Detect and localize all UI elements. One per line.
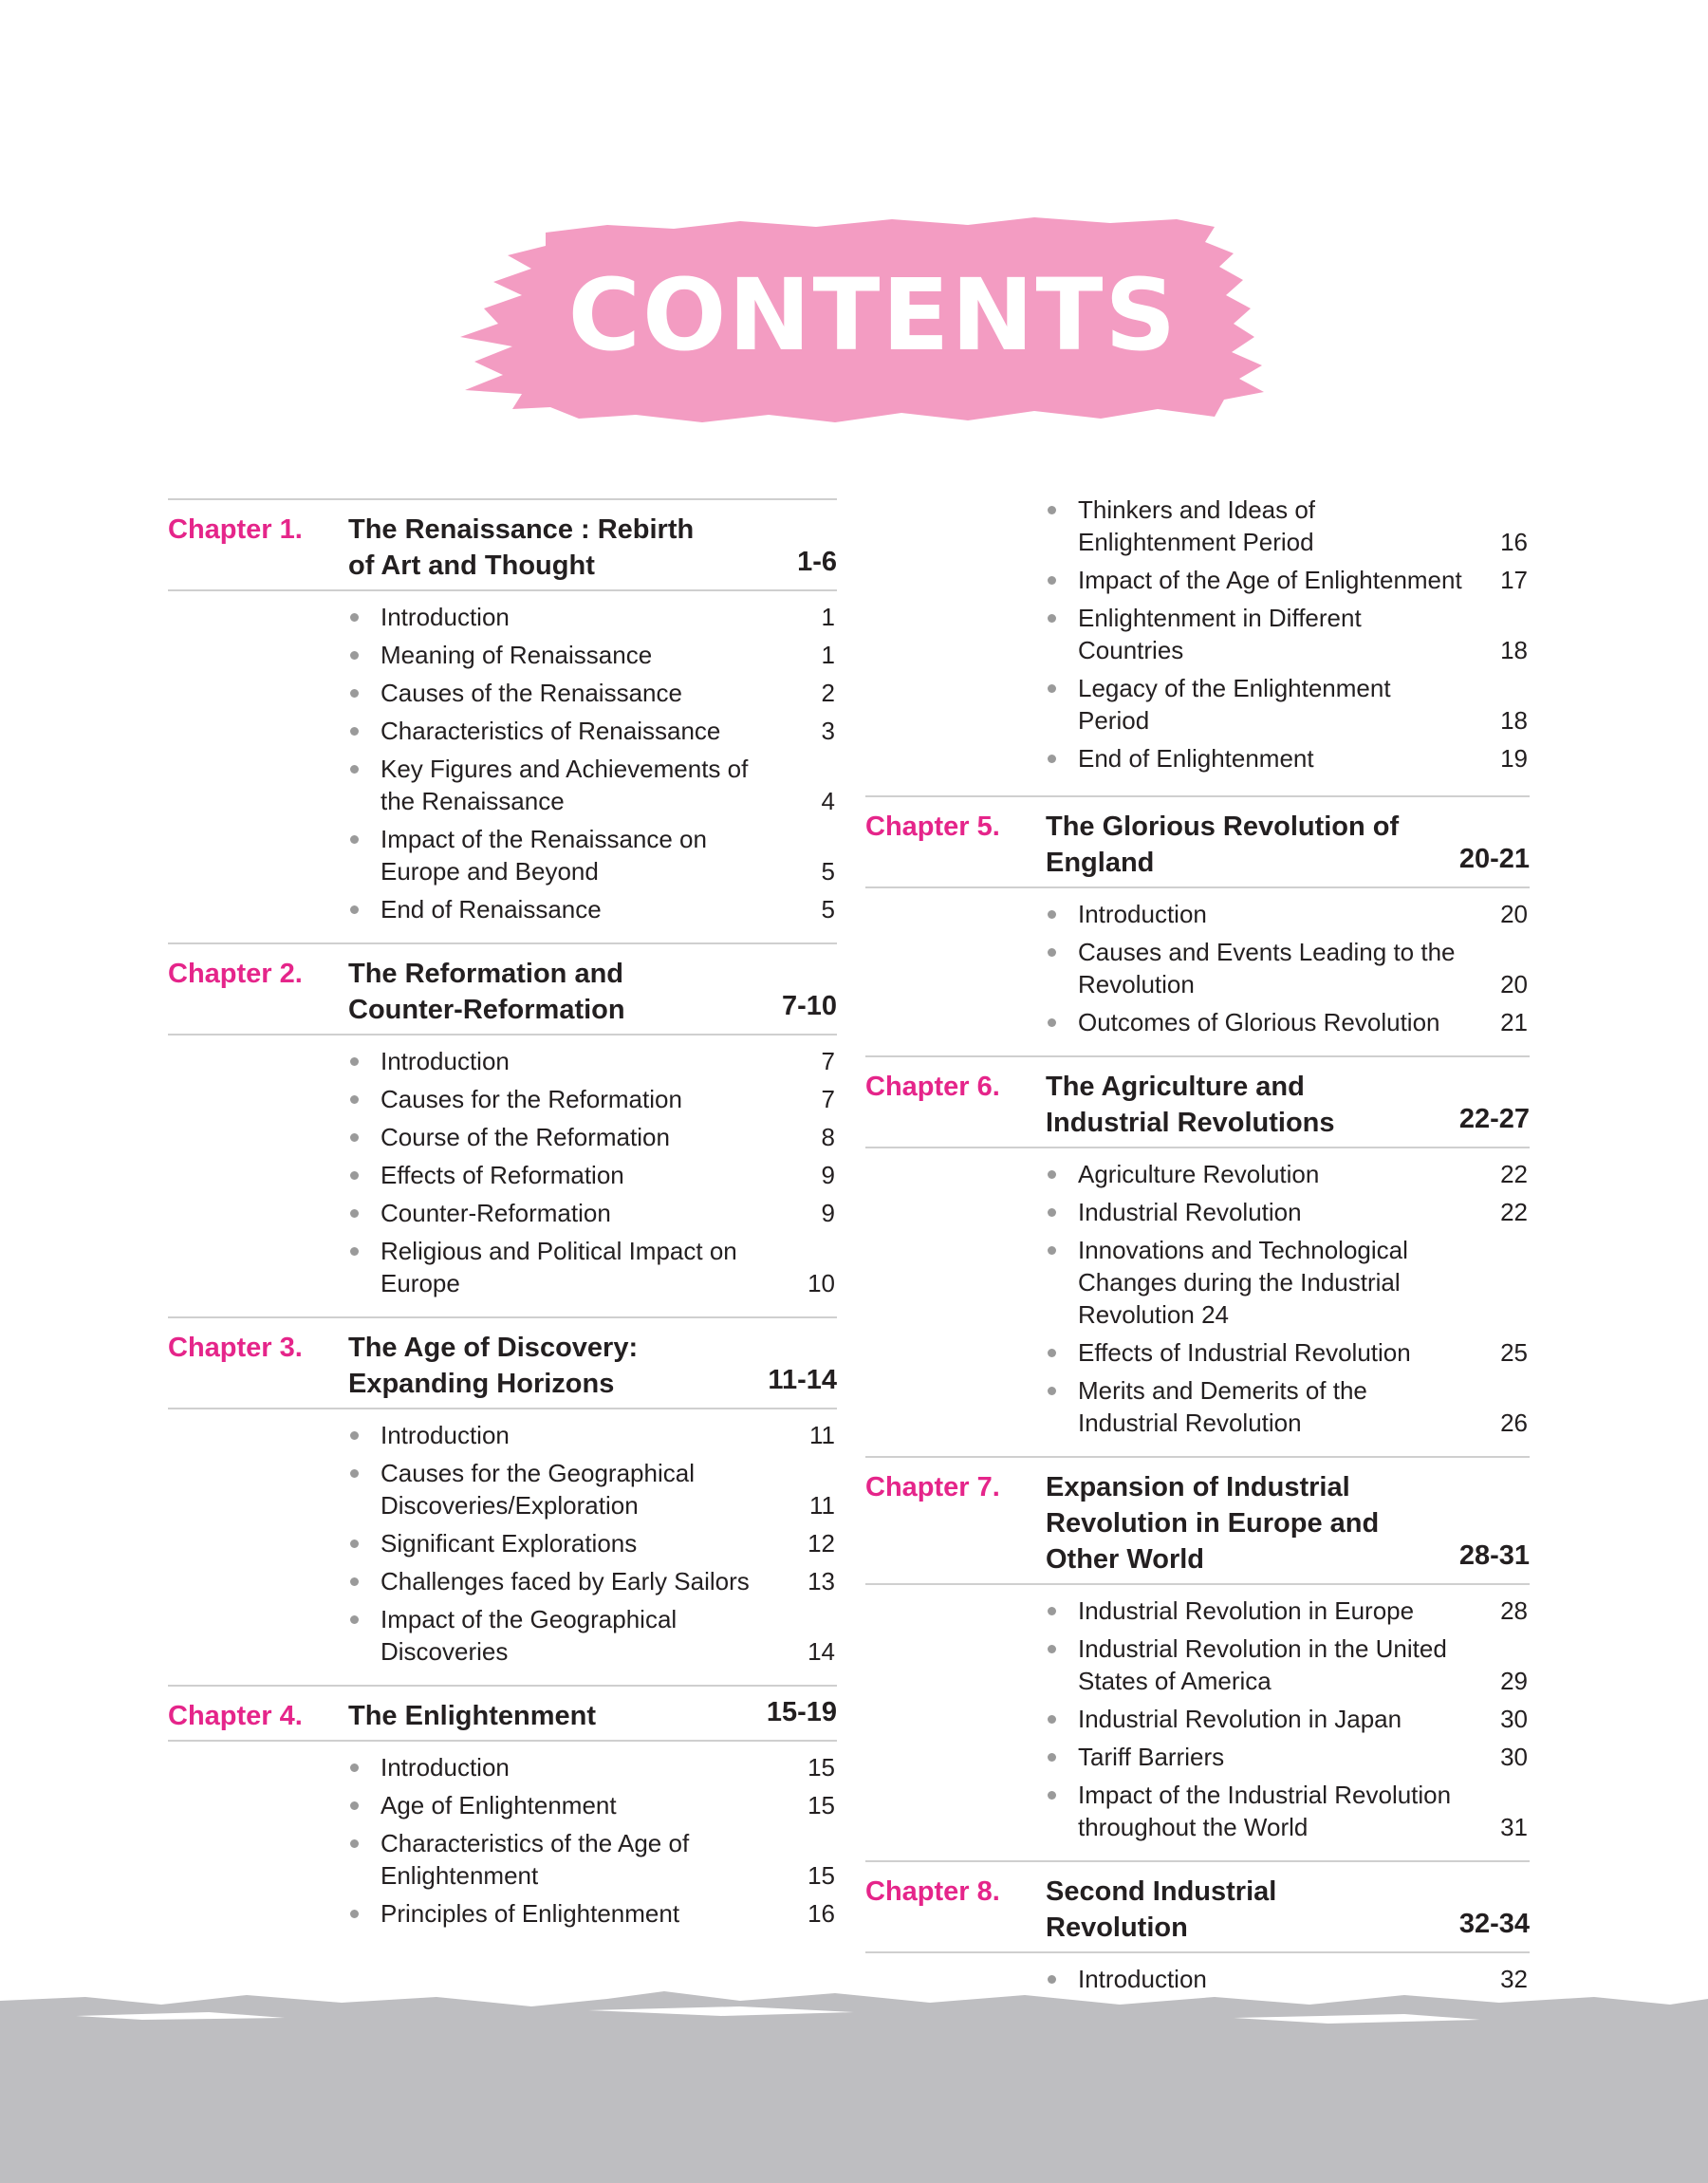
chapter-heading[interactable]	[865, 1458, 1530, 1585]
topic-text: Age of Enlightenment	[381, 1791, 617, 1819]
contents-right-column	[865, 494, 1530, 2050]
topic-text: Impact of the Industrial Revolution throughout the World	[1078, 1781, 1452, 1841]
topic-text: Legacy of the Enlightenment Period	[1078, 674, 1391, 735]
chapter-number: Chapter 2.	[168, 959, 303, 989]
chapter-title-row	[1046, 1868, 1530, 1946]
topic-list	[865, 1148, 1530, 1439]
chapter-number: Chapter 5.	[865, 812, 1000, 842]
topic-item[interactable]	[348, 1527, 837, 1559]
topic-item[interactable]	[1046, 1741, 1530, 1773]
topic-item[interactable]	[1046, 1779, 1530, 1843]
topic-page-number: 5	[821, 895, 835, 924]
topic-text: Introduction	[381, 1753, 510, 1782]
topic-page-number: 8	[821, 1123, 835, 1151]
topic-text: Innovations and Technological Changes during the Industrial Revolution 24	[1078, 1236, 1408, 1329]
topic-page-number: 9	[821, 1199, 835, 1227]
topic-item[interactable]	[348, 715, 837, 747]
topic-text: Key Figures and Achievements of the Renaissance	[381, 755, 749, 815]
topic-list	[865, 1585, 1530, 1843]
topic-item[interactable]	[348, 1565, 837, 1597]
chapter-block	[168, 942, 837, 1299]
topic-page-number: 1	[821, 641, 835, 669]
topic-page-number: 15	[808, 1791, 835, 1819]
chapter-block	[865, 1055, 1530, 1439]
topic-item[interactable]	[348, 1121, 837, 1153]
topic-page-number: 18	[1500, 706, 1528, 735]
chapter-page-range: 1-6	[797, 547, 837, 577]
topic-text: Course of the Reformation	[381, 1123, 670, 1151]
topic-page-number: 30	[1500, 1743, 1528, 1771]
topic-item[interactable]	[348, 639, 837, 671]
chapter-block	[168, 1316, 837, 1668]
topic-item[interactable]	[348, 1827, 837, 1892]
gray-brush-stroke	[0, 1984, 1708, 2183]
chapter-block	[168, 1685, 837, 1930]
topic-page-number: 26	[1500, 1409, 1528, 1437]
topic-item[interactable]	[1046, 1158, 1530, 1190]
topic-page-number: 15	[808, 1861, 835, 1890]
chapter-number: Chapter 6.	[865, 1072, 1000, 1102]
chapter-page-range: 32-34	[1458, 1909, 1530, 1939]
topic-page-number: 11	[809, 1491, 835, 1520]
topic-text: Causes and Events Leading to the Revolution	[1078, 938, 1456, 998]
chapter-page-range: 11-14	[768, 1365, 837, 1395]
chapter-number: Chapter 7.	[865, 1472, 1000, 1502]
chapter-title: The Age of Discovery: Expanding Horizons	[348, 1333, 639, 1399]
topic-text: Impact of the Geographical Discoveries	[381, 1605, 678, 1666]
topic-text: Industrial Revolution in Europe	[1078, 1596, 1415, 1625]
topic-list	[168, 1409, 837, 1668]
topic-page-number: 32	[1500, 1965, 1528, 1993]
topic-text: Merits and Demerits of the Industrial Revolution	[1078, 1376, 1367, 1437]
chapter-number: Chapter 4.	[168, 1701, 303, 1731]
chapter-heading[interactable]	[168, 1318, 837, 1409]
topic-text: Introduction	[381, 603, 510, 631]
topic-item[interactable]	[348, 677, 837, 709]
topic-text: Effects of Industrial Revolution	[1078, 1338, 1411, 1367]
topic-page-number: 22	[1500, 1160, 1528, 1188]
topic-page-number: 22	[1500, 1198, 1528, 1226]
topic-page-number: 17	[1500, 566, 1528, 594]
topic-item[interactable]	[348, 1197, 837, 1229]
chapter-block	[168, 498, 837, 925]
topic-text: Characteristics of Renaissance	[381, 717, 721, 745]
topic-item[interactable]	[1046, 1703, 1530, 1735]
topic-text: Introduction	[381, 1047, 510, 1075]
topic-page-number: 25	[1500, 1338, 1528, 1367]
chapter-page-range: 22-27	[1458, 1104, 1530, 1134]
chapter-title: The Agriculture and Industrial Revolutions	[1046, 1072, 1335, 1138]
topic-item[interactable]	[348, 1083, 837, 1115]
gray-brush-footer	[0, 1984, 1708, 2183]
topic-text: Significant Explorations	[381, 1529, 638, 1558]
topic-item[interactable]	[348, 601, 837, 633]
topic-page-number: 29	[1500, 1667, 1528, 1695]
topic-text: Principles of Enlightenment	[381, 1899, 680, 1928]
topic-text: Challenges faced by Early Sailors	[381, 1567, 750, 1595]
chapter-block	[865, 795, 1530, 1038]
contents-banner	[455, 204, 1272, 427]
topic-item[interactable]	[1046, 564, 1530, 596]
topic-page-number: 16	[808, 1899, 835, 1928]
topic-page-number: 11	[809, 1421, 835, 1449]
topic-list	[168, 1742, 837, 1930]
topic-page-number: 28	[1500, 1596, 1528, 1625]
topic-page-number: 20	[1500, 970, 1528, 998]
topic-text: Industrial Revolution	[1078, 1198, 1302, 1226]
topic-text: Thinkers and Ideas of Enlightenment Period	[1078, 495, 1316, 556]
chapter-title: The Enlightenment	[348, 1701, 596, 1731]
chapter-heading[interactable]	[168, 500, 837, 591]
topic-item[interactable]	[348, 1789, 837, 1821]
topic-item[interactable]	[1046, 672, 1530, 737]
contents-left-column	[168, 498, 837, 1947]
topic-item[interactable]	[1046, 494, 1530, 558]
topic-page-number: 16	[1500, 528, 1528, 556]
topic-item[interactable]	[1046, 1196, 1530, 1228]
topic-item[interactable]	[1046, 1374, 1530, 1439]
topic-item[interactable]	[1046, 1595, 1530, 1627]
topic-text: Impact of the Age of Enlightenment	[1078, 566, 1462, 594]
topic-item[interactable]	[348, 1457, 837, 1521]
topic-item[interactable]	[348, 1419, 837, 1451]
topic-text: Religious and Political Impact on Europe	[381, 1237, 737, 1297]
topic-page-number: 18	[1500, 636, 1528, 664]
topic-page-number: 21	[1500, 1008, 1528, 1036]
topic-item[interactable]	[348, 1897, 837, 1930]
chapter-title-row	[1046, 1063, 1530, 1141]
topic-item[interactable]	[348, 1159, 837, 1191]
topic-text: Introduction	[1078, 1965, 1207, 1993]
topic-page-number: 2	[821, 679, 835, 707]
continued-topic-list	[865, 494, 1530, 795]
topic-list	[168, 591, 837, 925]
chapter-heading[interactable]	[168, 944, 837, 1036]
topic-text: End of Enlightenment	[1078, 744, 1314, 773]
topic-item[interactable]	[348, 753, 837, 817]
chapter-title-row	[348, 506, 837, 584]
topic-text: Enlightenment in Different Countries	[1078, 604, 1362, 664]
topic-item[interactable]	[348, 1235, 837, 1299]
topic-item[interactable]	[1046, 1633, 1530, 1697]
topic-page-number: 5	[821, 857, 835, 886]
topic-page-number: 19	[1500, 744, 1528, 773]
topic-text: Counter-Reformation	[381, 1199, 611, 1227]
chapter-title: The Glorious Revolution of England	[1046, 812, 1400, 878]
chapter-heading[interactable]	[865, 1862, 1530, 1953]
topic-list	[168, 1036, 837, 1299]
topic-page-number: 10	[808, 1269, 835, 1297]
chapter-page-range: 28-31	[1458, 1540, 1530, 1571]
chapter-heading[interactable]	[168, 1687, 837, 1742]
topic-page-number: 9	[821, 1161, 835, 1189]
topic-page-number: 4	[821, 787, 835, 815]
topic-page-number: 1	[821, 603, 835, 631]
topic-page-number: 7	[821, 1085, 835, 1113]
topic-text: Industrial Revolution in Japan	[1078, 1705, 1402, 1733]
chapter-page-range: 15-19	[766, 1697, 837, 1727]
topic-text: Industrial Revolution in the United States of America	[1078, 1634, 1447, 1695]
topic-item[interactable]	[1046, 1234, 1530, 1331]
chapter-title-row	[348, 1324, 837, 1402]
chapter-number: Chapter 3.	[168, 1333, 303, 1363]
topic-item[interactable]	[1046, 1336, 1530, 1369]
chapter-block	[865, 1456, 1530, 1843]
topic-item[interactable]	[348, 1603, 837, 1668]
chapter-title: The Renaissance : Rebirth of Art and Thought	[348, 514, 695, 581]
topic-text: Causes of the Renaissance	[381, 679, 682, 707]
topic-text: Effects of Reformation	[381, 1161, 624, 1189]
chapter-title: Expansion of Industrial Revolution in Europe and Other World	[1046, 1472, 1380, 1575]
topic-text: End of Renaissance	[381, 895, 602, 924]
topic-item[interactable]	[1046, 1006, 1530, 1038]
topic-text: Causes for the Geographical Discoveries/Exploration	[381, 1459, 695, 1520]
topic-page-number: 20	[1500, 900, 1528, 928]
topic-item[interactable]	[348, 1045, 837, 1077]
topic-page-number: 13	[808, 1567, 835, 1595]
topic-item[interactable]	[1046, 898, 1530, 930]
topic-page-number: 14	[808, 1637, 835, 1666]
chapter-heading[interactable]	[865, 797, 1530, 888]
topic-text: Tariff Barriers	[1078, 1743, 1225, 1771]
chapter-title-row	[1046, 1464, 1530, 1577]
topic-text: Agriculture Revolution	[1078, 1160, 1320, 1188]
topic-page-number: 12	[808, 1529, 835, 1558]
topic-item[interactable]	[348, 1751, 837, 1783]
chapter-title-row	[348, 1692, 837, 1734]
topic-page-number: 30	[1500, 1705, 1528, 1733]
chapter-page-range: 20-21	[1458, 844, 1530, 874]
topic-item[interactable]	[348, 893, 837, 925]
topic-page-number: 31	[1500, 1813, 1528, 1841]
topic-item[interactable]	[1046, 742, 1530, 774]
topic-text: Causes for the Reformation	[381, 1085, 682, 1113]
chapter-title-row	[348, 950, 837, 1028]
topic-page-number: 15	[808, 1753, 835, 1782]
topic-text: Introduction	[1078, 900, 1207, 928]
chapter-number: Chapter 1.	[168, 514, 303, 545]
topic-text: Outcomes of Glorious Revolution	[1078, 1008, 1440, 1036]
topic-item[interactable]	[1046, 602, 1530, 666]
topic-text: Impact of the Renaissance on Europe and Beyond	[381, 825, 707, 886]
topic-text: Characteristics of the Age of Enlightenment	[381, 1829, 690, 1890]
chapter-title: The Reformation and Counter-Reformation	[348, 959, 625, 1025]
topic-list	[865, 888, 1530, 1038]
chapter-number: Chapter 8.	[865, 1876, 1000, 1907]
chapter-page-range: 7-10	[781, 991, 837, 1021]
topic-page-number: 7	[821, 1047, 835, 1075]
chapter-title: Second Industrial Revolution	[1046, 1876, 1277, 1943]
topic-page-number: 3	[821, 717, 835, 745]
topic-item[interactable]	[1046, 936, 1530, 1000]
topic-text: Introduction	[381, 1421, 510, 1449]
page-title: CONTENTS	[567, 257, 1179, 373]
chapter-heading[interactable]	[865, 1057, 1530, 1148]
topic-item[interactable]	[348, 823, 837, 887]
chapter-title-row	[1046, 803, 1530, 881]
topic-text: Meaning of Renaissance	[381, 641, 653, 669]
